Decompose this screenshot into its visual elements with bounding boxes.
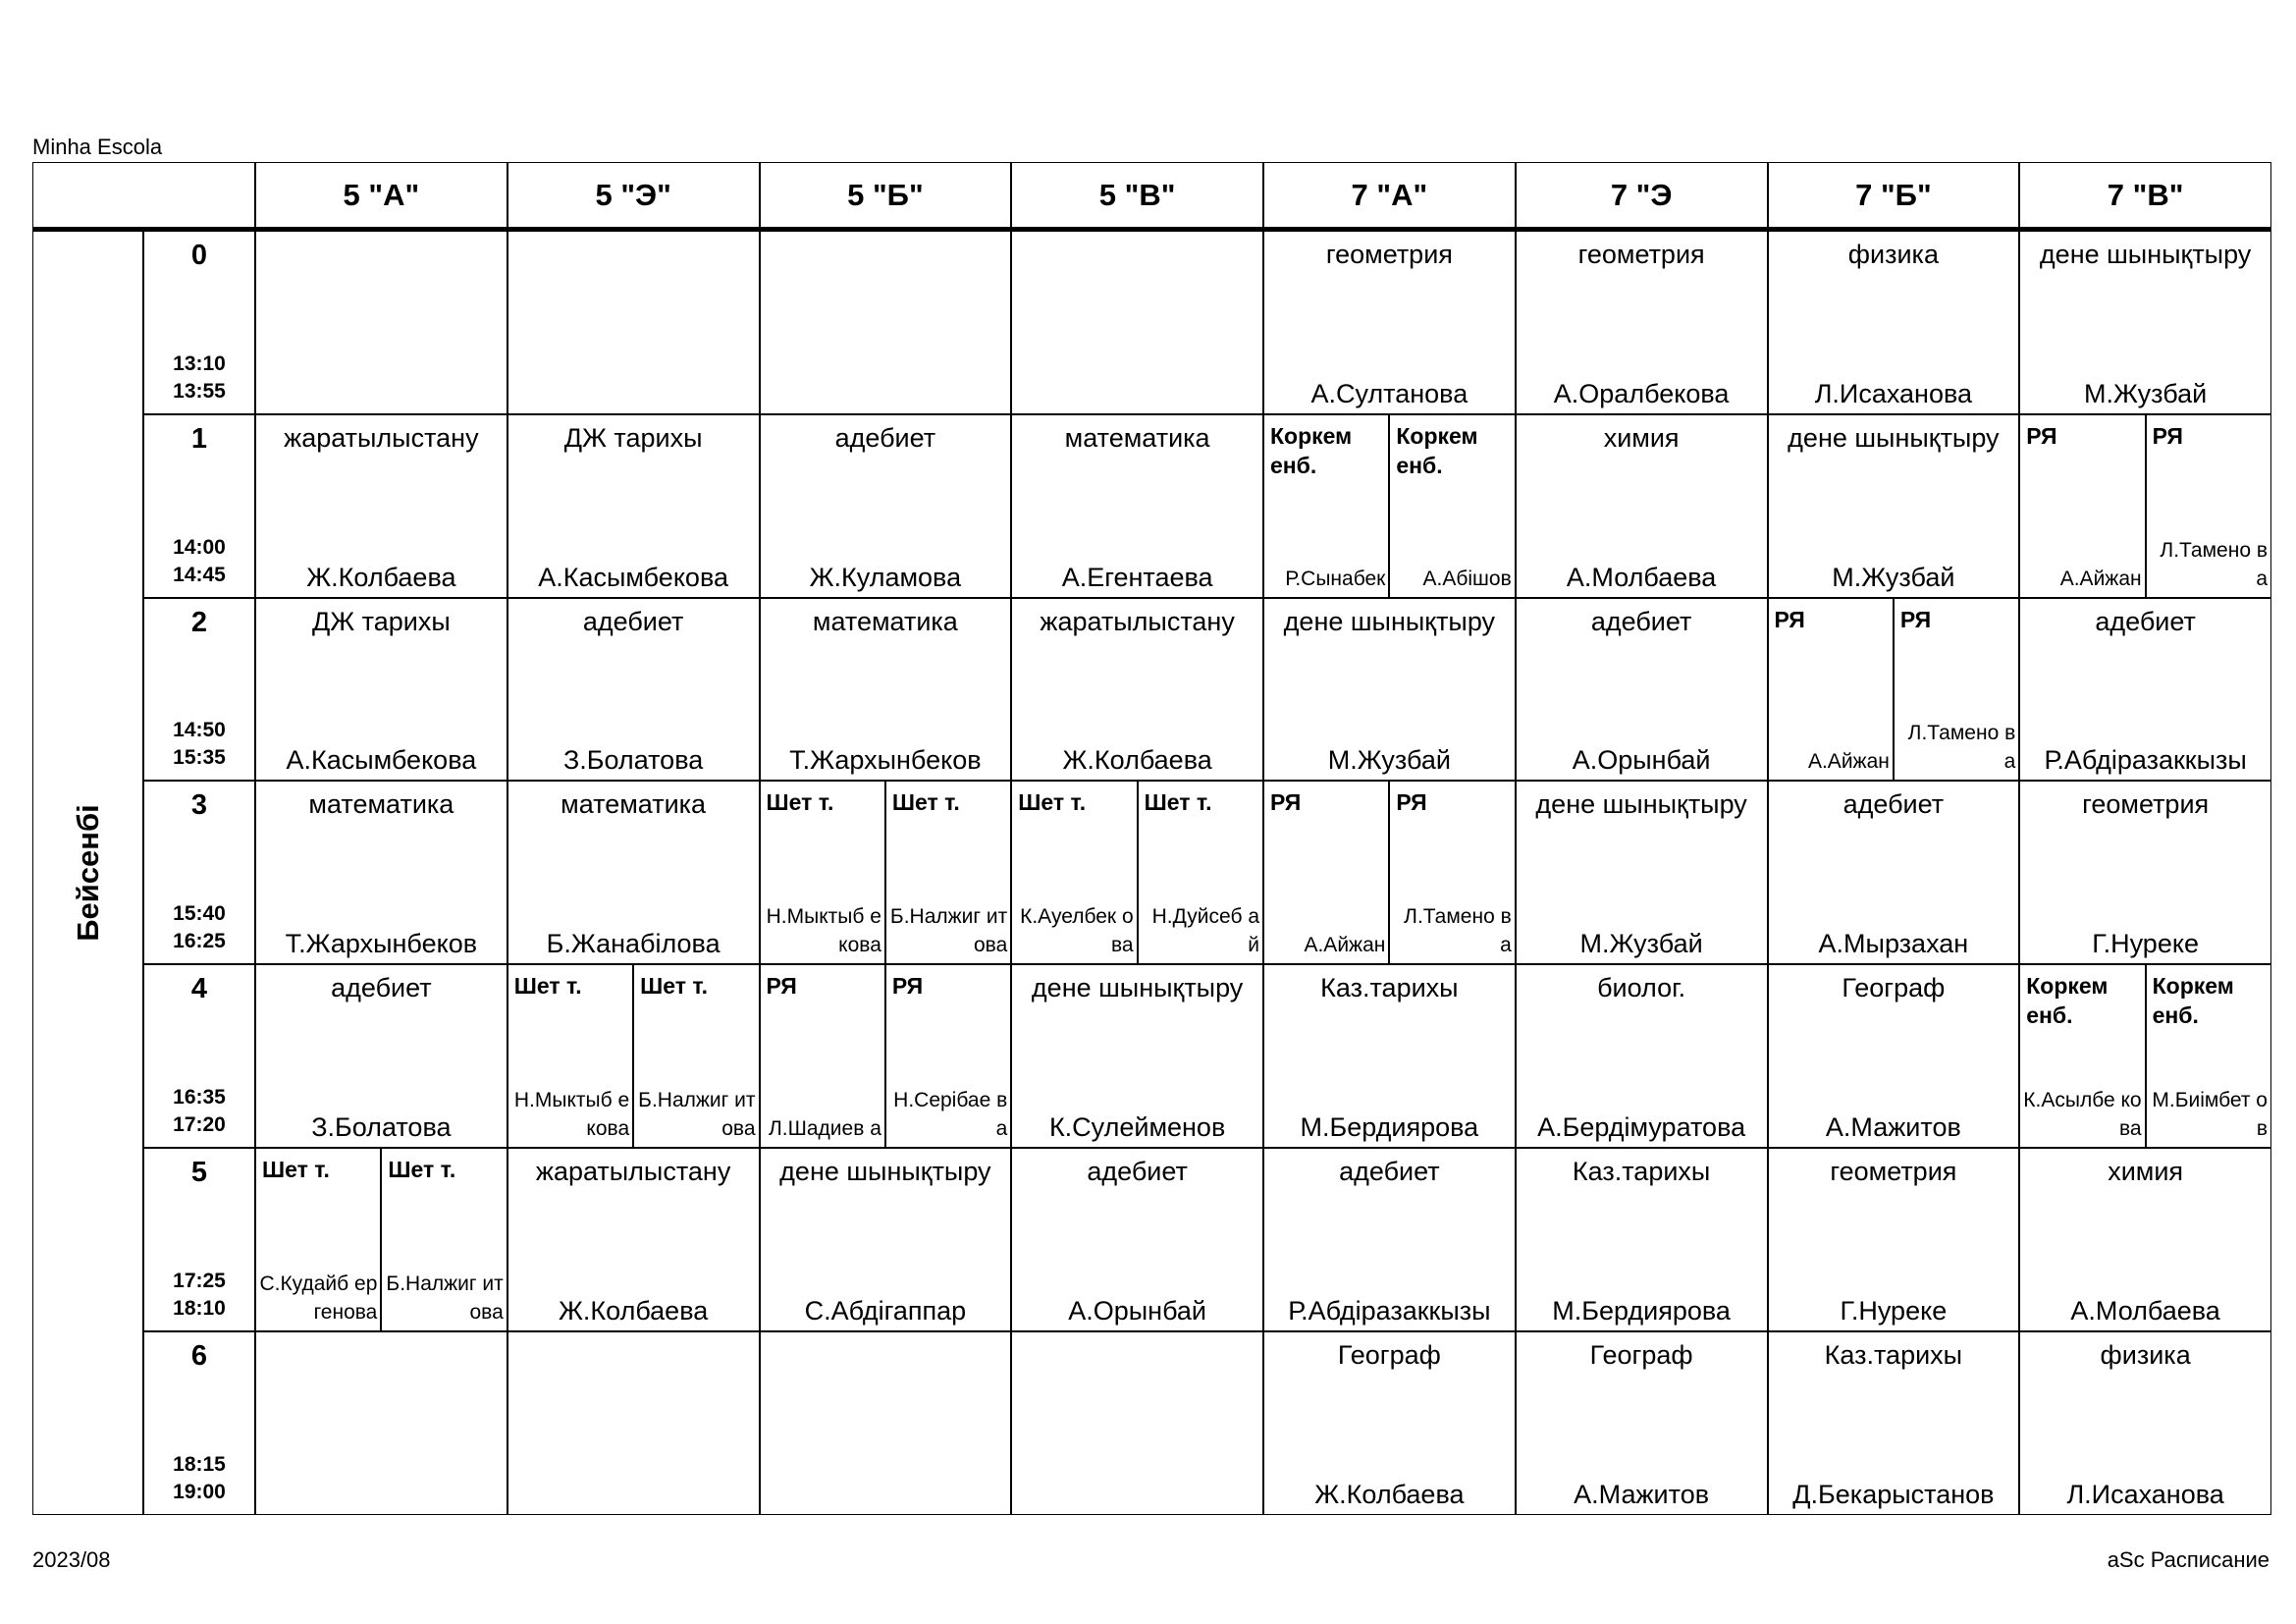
- group-lesson-cell[interactable]: [1389, 781, 1515, 964]
- lesson-cell[interactable]: [255, 781, 507, 964]
- lesson-teacher: Ж.Колбаева: [306, 562, 456, 592]
- period-start: 14:50: [173, 719, 226, 742]
- lesson-subject: адебиет: [2095, 606, 2196, 636]
- period-start: 16:35: [173, 1085, 226, 1109]
- lesson-subject: Шет т.: [1144, 789, 1212, 816]
- empty-cell: [255, 231, 507, 414]
- period-end: 19:00: [173, 1480, 226, 1503]
- lesson-subject: РЯ: [766, 973, 797, 1000]
- period-cell: [143, 1331, 255, 1515]
- period-time: [144, 534, 254, 589]
- period-start: 18:15: [173, 1452, 226, 1476]
- lesson-cell[interactable]: [1516, 231, 1768, 414]
- lesson-teacher: А.Айжан: [1807, 750, 1890, 774]
- group-lesson-cell[interactable]: [1138, 781, 1263, 964]
- period-number: 1: [190, 422, 208, 455]
- lesson-subject: Каз.тарихы: [1572, 1157, 1711, 1186]
- lesson-subject: физика: [2100, 1339, 2191, 1370]
- lesson-teacher: М.Жузбай: [2084, 378, 2208, 408]
- timetable-grid: [32, 162, 2271, 1515]
- day-label: Бейсенбі: [70, 804, 105, 942]
- period-cell: [143, 781, 255, 964]
- group-lesson-cell[interactable]: [885, 964, 1011, 1148]
- lesson-teacher: Н.Мыктыб екова: [513, 1088, 630, 1140]
- period-end: 14:45: [173, 563, 226, 586]
- group-lesson-cell[interactable]: [633, 964, 759, 1148]
- lesson-teacher: Г.Нуреке: [1840, 1295, 1948, 1326]
- lesson-subject: РЯ: [2026, 422, 2057, 449]
- lesson-subject: адебиет: [582, 606, 684, 636]
- lesson-teacher: М.Бердиярова: [1552, 1295, 1731, 1326]
- lesson-cell[interactable]: [1263, 598, 1516, 782]
- period-start: 13:10: [173, 352, 226, 375]
- group-lesson-cell[interactable]: [507, 964, 633, 1148]
- class-header: 5 "Э": [507, 162, 760, 231]
- lesson-subject: жаратылыстану: [1040, 606, 1235, 636]
- class-header: 5 "Б": [760, 162, 1012, 231]
- lesson-cell[interactable]: [507, 414, 760, 598]
- lesson-teacher: А.Касымбекова: [538, 562, 729, 592]
- lesson-teacher: З.Болатова: [562, 745, 704, 776]
- lesson-teacher: А.Оралбекова: [1553, 378, 1730, 408]
- lesson-subject: Коркем енб.: [1270, 422, 1353, 478]
- class-header: 7 "А": [1263, 162, 1516, 231]
- class-header: 7 "В": [2019, 162, 2271, 231]
- lesson-teacher: Ж.Колбаева: [1062, 745, 1212, 776]
- lesson-cell[interactable]: [1516, 1148, 1768, 1331]
- lesson-teacher: М.Бердиярова: [1300, 1111, 1479, 1142]
- lesson-teacher: Р.Абдіразаккызы: [2044, 745, 2247, 776]
- lesson-subject: адебиет: [1842, 789, 1945, 820]
- lesson-cell[interactable]: [2019, 1148, 2271, 1331]
- lesson-cell[interactable]: [1516, 414, 1768, 598]
- lesson-subject: математика: [812, 606, 958, 636]
- period-number: 5: [190, 1157, 208, 1188]
- lesson-subject: РЯ: [891, 973, 924, 1000]
- lesson-subject: Коркем енб.: [2026, 973, 2109, 1029]
- lesson-subject: химия: [2108, 1157, 2184, 1186]
- empty-cell: [507, 1331, 760, 1515]
- lesson-teacher: Р.Сынабек: [1285, 567, 1386, 590]
- period-end: 13:55: [173, 379, 226, 403]
- lesson-cell[interactable]: [1516, 1331, 1768, 1515]
- lesson-cell[interactable]: [1263, 964, 1516, 1148]
- empty-cell: [255, 1331, 507, 1515]
- period-cell: [143, 231, 255, 414]
- lesson-cell[interactable]: [1263, 1331, 1516, 1515]
- period-number: 6: [190, 1339, 208, 1372]
- lesson-teacher: Л.Тамено ва: [1907, 722, 2016, 774]
- class-header: 7 "Б": [1768, 162, 2020, 231]
- day-cell: [32, 231, 143, 1515]
- lesson-teacher: М.Жузбай: [1579, 929, 1703, 959]
- lesson-cell[interactable]: [507, 598, 760, 782]
- group-lesson-cell[interactable]: [1389, 414, 1515, 598]
- period-start: 17:25: [173, 1269, 226, 1292]
- lesson-cell[interactable]: [507, 1148, 760, 1331]
- lesson-teacher: З.Болатова: [311, 1111, 452, 1142]
- lesson-teacher: Л.Тамено ва: [1404, 905, 1512, 957]
- lesson-teacher: С.Абдігаппар: [804, 1295, 967, 1326]
- lesson-subject: геометрия: [1577, 240, 1705, 269]
- lesson-teacher: Ж.Колбаева: [1314, 1479, 1465, 1509]
- lesson-subject: адебиет: [331, 973, 432, 1003]
- lesson-cell[interactable]: [760, 598, 1012, 782]
- lesson-subject: геометрия: [1830, 1157, 1957, 1186]
- lesson-subject: Шет т.: [513, 973, 582, 1000]
- lesson-teacher: М.Биімбет ов: [2152, 1088, 2268, 1140]
- lesson-subject: Коркем енб.: [2152, 973, 2234, 1029]
- lesson-cell[interactable]: [2019, 598, 2271, 782]
- group-lesson-cell[interactable]: [885, 781, 1011, 964]
- period-time: [144, 1268, 254, 1323]
- lesson-subject: Шет т.: [766, 789, 834, 816]
- lesson-teacher: Б.Жанабілова: [546, 929, 721, 959]
- period-cell: [143, 1148, 255, 1331]
- group-lesson-cell[interactable]: [1768, 598, 1894, 782]
- lesson-subject: жаратылыстану: [284, 422, 479, 453]
- lesson-cell[interactable]: [1263, 231, 1516, 414]
- lesson-teacher: А.Молбаева: [1566, 562, 1717, 592]
- lesson-teacher: Б.Налжиг итова: [638, 1088, 756, 1140]
- lesson-cell[interactable]: [1263, 1148, 1516, 1331]
- lesson-cell[interactable]: [1768, 1148, 2020, 1331]
- lesson-teacher: Л.Шадиев а: [769, 1116, 881, 1140]
- empty-cell: [1011, 231, 1263, 414]
- lesson-subject: геометрия: [2082, 789, 2210, 820]
- group-lesson-cell[interactable]: [760, 781, 885, 964]
- lesson-teacher: Л.Исаханова: [1814, 378, 1973, 408]
- period-number: 3: [190, 789, 208, 822]
- lesson-subject: адебиет: [1590, 606, 1692, 636]
- period-cell: [143, 964, 255, 1148]
- lesson-teacher: Г.Нуреке: [2092, 929, 2199, 959]
- lesson-subject: математика: [308, 789, 454, 820]
- lesson-subject: Шет т.: [891, 789, 960, 816]
- lesson-subject: химия: [1603, 422, 1680, 453]
- lesson-cell[interactable]: [255, 598, 507, 782]
- lesson-teacher: Ж.Куламова: [809, 562, 962, 592]
- lesson-teacher: Л.Тамено ва: [2160, 538, 2268, 590]
- lesson-teacher: А.Егентаева: [1061, 562, 1213, 592]
- lesson-teacher: А.Мажитов: [1825, 1111, 1961, 1142]
- lesson-teacher: Н.Серібае ва: [893, 1088, 1008, 1140]
- lesson-subject: адебиет: [834, 422, 936, 453]
- group-lesson-cell[interactable]: [1263, 414, 1389, 598]
- lesson-subject: Географ: [1842, 973, 1946, 1003]
- lesson-teacher: А.Султанова: [1310, 378, 1468, 408]
- period-cell: [143, 414, 255, 598]
- group-lesson-cell[interactable]: [760, 964, 885, 1148]
- group-lesson-cell[interactable]: [2019, 964, 2145, 1148]
- lesson-teacher: А.Мажитов: [1574, 1479, 1710, 1509]
- lesson-teacher: Б.Налжиг итова: [889, 905, 1008, 957]
- lesson-subject: Каз.тарихы: [1824, 1339, 1963, 1370]
- period-start: 15:40: [173, 902, 226, 926]
- lesson-teacher: А.Мырзахан: [1818, 929, 1969, 959]
- lesson-teacher: Т.Жархынбеков: [789, 745, 982, 776]
- lesson-cell[interactable]: [1768, 414, 2020, 598]
- lesson-teacher: Р.Абдіразаккызы: [1288, 1295, 1491, 1326]
- lesson-subject: ДЖ тарихы: [311, 606, 451, 636]
- lesson-cell[interactable]: [1516, 781, 1768, 964]
- period-time: [144, 1451, 254, 1506]
- period-end: 18:10: [173, 1296, 226, 1320]
- lesson-teacher: А.Абішов: [1422, 567, 1512, 590]
- period-time: [144, 1084, 254, 1139]
- period-end: 16:25: [173, 930, 226, 953]
- lesson-teacher: А.Орынбай: [1068, 1295, 1207, 1326]
- lesson-teacher: М.Жузбай: [1327, 745, 1451, 776]
- lesson-teacher: Д.Бекарыстанов: [1792, 1479, 1995, 1509]
- lesson-teacher: А.Орынбай: [1572, 745, 1711, 776]
- lesson-cell[interactable]: [2019, 781, 2271, 964]
- lesson-cell[interactable]: [1768, 964, 2020, 1148]
- lesson-subject: РЯ: [1899, 606, 1932, 632]
- lesson-cell[interactable]: [2019, 231, 2271, 414]
- lesson-teacher: С.Кудайб ергенова: [259, 1272, 378, 1324]
- lesson-subject: дене шынықтыру: [1031, 973, 1244, 1003]
- lesson-cell[interactable]: [255, 964, 507, 1148]
- group-lesson-cell[interactable]: [1894, 598, 2019, 782]
- lesson-subject: жаратылыстану: [535, 1157, 731, 1186]
- lesson-teacher: К.Асылбе кова: [2023, 1088, 2142, 1140]
- group-lesson-cell[interactable]: [2146, 964, 2271, 1148]
- period-number: 2: [190, 606, 208, 638]
- lesson-subject: ДЖ тарихы: [563, 422, 703, 453]
- lesson-cell[interactable]: [1011, 414, 1263, 598]
- lesson-subject: Географ: [1589, 1339, 1693, 1370]
- lesson-cell[interactable]: [1768, 1331, 2020, 1515]
- school-name: Minha Escola: [32, 135, 163, 159]
- lesson-subject: Шет т.: [388, 1157, 456, 1182]
- period-time: [144, 717, 254, 772]
- lesson-cell[interactable]: [760, 414, 1012, 598]
- period-number: 0: [190, 240, 208, 271]
- empty-cell: [507, 231, 760, 414]
- period-start: 14:00: [173, 535, 226, 559]
- lesson-cell[interactable]: [1768, 231, 2020, 414]
- lesson-subject: дене шынықтыру: [1535, 789, 1747, 820]
- lesson-cell[interactable]: [760, 1148, 1012, 1331]
- lesson-subject: РЯ: [1774, 606, 1805, 632]
- lesson-teacher: А.Касымбекова: [286, 745, 477, 776]
- lesson-subject: геометрия: [1325, 240, 1453, 269]
- lesson-subject: Географ: [1337, 1339, 1441, 1370]
- lesson-teacher: М.Жузбай: [1832, 562, 1955, 592]
- lesson-subject: математика: [1064, 422, 1210, 453]
- empty-cell: [1011, 1331, 1263, 1515]
- empty-cell: [760, 231, 1012, 414]
- group-lesson-cell[interactable]: [2146, 414, 2271, 598]
- lesson-cell[interactable]: [507, 781, 760, 964]
- lesson-subject: РЯ: [1270, 789, 1302, 816]
- class-header: 5 "А": [255, 162, 507, 231]
- period-end: 17:20: [173, 1112, 226, 1136]
- lesson-subject: Коркем енб.: [1396, 422, 1478, 478]
- lesson-teacher: Б.Налжиг итова: [386, 1272, 504, 1324]
- lesson-cell[interactable]: [2019, 1331, 2271, 1515]
- lesson-cell[interactable]: [1768, 781, 2020, 964]
- footer-date: 2023/08: [32, 1547, 111, 1572]
- lesson-subject: Шет т.: [262, 1157, 330, 1182]
- lesson-cell[interactable]: [1516, 598, 1768, 782]
- lesson-subject: РЯ: [2152, 422, 2183, 449]
- lesson-teacher: Ж.Колбаева: [558, 1295, 709, 1326]
- lesson-teacher: Н.Мыктыб екова: [766, 905, 881, 957]
- period-number: 4: [190, 973, 208, 1005]
- class-header: 7 "Э: [1516, 162, 1768, 231]
- lesson-cell[interactable]: [1516, 964, 1768, 1148]
- lesson-teacher: К.Сулейменов: [1048, 1111, 1226, 1142]
- lesson-cell[interactable]: [255, 414, 507, 598]
- group-lesson-cell[interactable]: [1011, 781, 1137, 964]
- lesson-subject: Шет т.: [640, 973, 709, 1000]
- lesson-subject: дене шынықтыру: [1788, 422, 2000, 453]
- lesson-subject: адебиет: [1339, 1157, 1440, 1186]
- class-header: 5 "В": [1011, 162, 1263, 231]
- lesson-subject: дене шынықтыру: [2039, 240, 2252, 269]
- lesson-subject: Каз.тарихы: [1320, 973, 1459, 1003]
- lesson-subject: физика: [1847, 240, 1939, 269]
- lesson-subject: дене шынықтыру: [1283, 606, 1496, 636]
- lesson-teacher: А.Айжан: [2059, 567, 2142, 590]
- lesson-subject: РЯ: [1396, 789, 1427, 816]
- lesson-subject: дене шынықтыру: [779, 1157, 991, 1186]
- lesson-cell[interactable]: [1011, 964, 1263, 1148]
- group-lesson-cell[interactable]: [1263, 781, 1389, 964]
- period-time: [144, 900, 254, 955]
- lesson-subject: Шет т.: [1018, 789, 1087, 816]
- period-cell: [143, 598, 255, 782]
- group-lesson-cell[interactable]: [255, 1148, 381, 1331]
- group-lesson-cell[interactable]: [2019, 414, 2145, 598]
- lesson-teacher: А.Бердімуратова: [1537, 1111, 1746, 1142]
- lesson-teacher: Т.Жархынбеков: [285, 929, 478, 959]
- period-end: 15:35: [173, 746, 226, 770]
- group-lesson-cell[interactable]: [381, 1148, 507, 1331]
- lesson-cell[interactable]: [1011, 598, 1263, 782]
- lesson-teacher: К.Ауелбек ова: [1020, 905, 1134, 957]
- lesson-subject: адебиет: [1087, 1157, 1188, 1186]
- lesson-cell[interactable]: [1011, 1148, 1263, 1331]
- empty-cell: [760, 1331, 1012, 1515]
- lesson-teacher: Н.Дуйсеб ай: [1151, 905, 1259, 957]
- header-corner: [32, 162, 255, 231]
- lesson-subject: математика: [561, 789, 707, 820]
- lesson-teacher: А.Айжан: [1304, 934, 1386, 957]
- lesson-teacher: А.Молбаева: [2070, 1295, 2220, 1326]
- lesson-teacher: Л.Исаханова: [2066, 1479, 2224, 1509]
- lesson-subject: биолог.: [1597, 973, 1686, 1003]
- footer-app-name: aSc Расписание: [2107, 1547, 2269, 1572]
- period-time: [144, 351, 254, 406]
